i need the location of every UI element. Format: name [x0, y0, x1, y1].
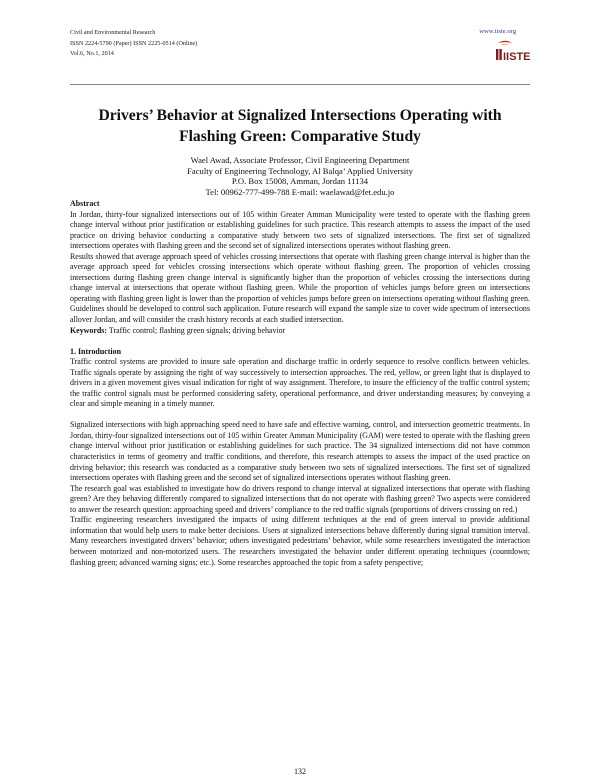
abstract-paragraph-2: Results showed that average approach speed of vehicles crossing intersections that operate with flashing green change interval is higher than the average approach speed for vehicles crossing intersections which operate without flashing green. The proportion of vehicles crossing intersections during flashing green change interval is significantly higher than the proportion of vehicles crossing the intersections during change interval at intersections that operate without flashing green. While the proportion of vehicles jumps before green on intersections operating with flashing green light is lower than the proportion of vehicles jumps before green on intersections operating without flashing green. Guidelines should be developed to control such application. Future research will expand the sample size to cover wide spectrum of intersections allover Jordan, and will consider the crash history records at each studied intersection. [70, 251, 530, 325]
iiste-logo [494, 40, 531, 70]
keywords-text: Traffic control; flashing green signals; driving behavior [107, 325, 286, 335]
journal-header [70, 28, 197, 60]
keywords-line [70, 326, 530, 337]
journal-issn: ISSN 2224-5790 (Paper) ISSN 2225-0514 (Online) [70, 39, 198, 47]
paper-title-line-1: Drivers’ Behavior at Signalized Intersections Operating with [98, 107, 502, 124]
author-block [70, 155, 530, 197]
header-divider [70, 84, 530, 85]
intro-paragraph-3: The research goal was established to investigate how do drivers respond to change interval at signalized intersections that operate with flashing green? Are they behaving differently compared to signalized intersections that do not operate with flashing green? Two aspects were considered to answer the research question: approaching speed and drivers’ compliance to the red traffic signals (proportions of drivers crossing on red.) [70, 483, 530, 514]
paper-title [70, 105, 530, 147]
introduction-heading: 1. Introduction [70, 346, 122, 356]
paper-body [70, 199, 530, 568]
logo-lettering: IISTE [503, 51, 531, 63]
page-number: 132 [294, 767, 306, 776]
author-address: P.O. Box 15008, Amman, Jordan 11134 [231, 176, 369, 187]
author-contact: Tel: 00962-777-499-788 E-mail: waelawad@fet.edu.jo [205, 186, 395, 197]
paper-title-line-2: Flashing Green: Comparative Study [179, 128, 421, 145]
journal-volume: Vol.6, No.1, 2014 [70, 50, 114, 58]
author-faculty: Faculty of Engineering Technology, Al Balqa’ Applied University [187, 165, 413, 176]
intro-paragraph-2: Signalized intersections with high approaching speed need to have safe and effective warning, control, and intersection geometric treatments. In Jordan, thirty-four signalized intersections out of 105 within Greater Amman Municipality (GAM) were tested to operate with the flashing green change interval without prior justification or establishing guidelines for such practice. The 34 signalized intersections did not have common characteristics in terms of geometry and traffic conditions, and therefore, this research attempts to assess the impact of the used practice on driving behavior; this research was conducted as a comparative study between two sets of signalized intersections. The first set of signalized intersections operates with flashing green and the second set of signalized intersections operates without flashing green. [70, 420, 530, 483]
keywords-label: Keywords: [70, 325, 108, 335]
journal-name: Civil and Environmental Research [70, 29, 156, 36]
intro-paragraph-1: Traffic control systems are provided to insure safe operation and discharge traffic in orderly sequence to resolve conflicts between vehicles. Traffic signals operate by assigning the right of way successively to intersection approaches. The red, yellow, or green light that is displayed to drivers in a given movement gives visual indication for right of way assignment. Therefore, to insure the efficiency of the traffic control system; the traffic control signals must be performed considering safety, operational performance, and driver understanding measures; by conveying a clear and simple meaning in a timely manner. [70, 357, 530, 409]
abstract-paragraph-1: In Jordan, thirty-four signalized intersections out of 105 within Greater Amman Municipality were tested to operate with the flashing green change interval without prior justification or establishing guidelines for such practice. This research attempts to assess the impact of the used practice on driving behavior conducting a comparative study between two sets of signalized intersections. The first set of signalized intersections operates with flashing green and the second set of signalized intersections operates without flashing green. [70, 209, 530, 251]
section-gap [70, 336, 530, 347]
author-name: Wael Awad, Associate Professor, Civil Engineering Department [190, 155, 410, 165]
intro-paragraph-4: Traffic engineering researchers investigated the impacts of using different techniques at the end of green interval to provide additional information that would help users to make better decisions. Users at signalized intersections behave differently during signal transition interval. Many researchers investigated drivers’ behavior; others investigated pedestrians’ behavior, while some researchers investigated the interaction between motorized and non-motorized users. The researchers investigated the behavior under different operating techniques (countdown; flashing green; advanced warning signs; etc.). Some researches approached the topic from a safety perspective; [70, 515, 530, 567]
paragraph-gap [70, 410, 530, 421]
journal-website-link[interactable]: www.iiste.org [479, 28, 516, 35]
abstract-heading: Abstract [70, 199, 100, 208]
